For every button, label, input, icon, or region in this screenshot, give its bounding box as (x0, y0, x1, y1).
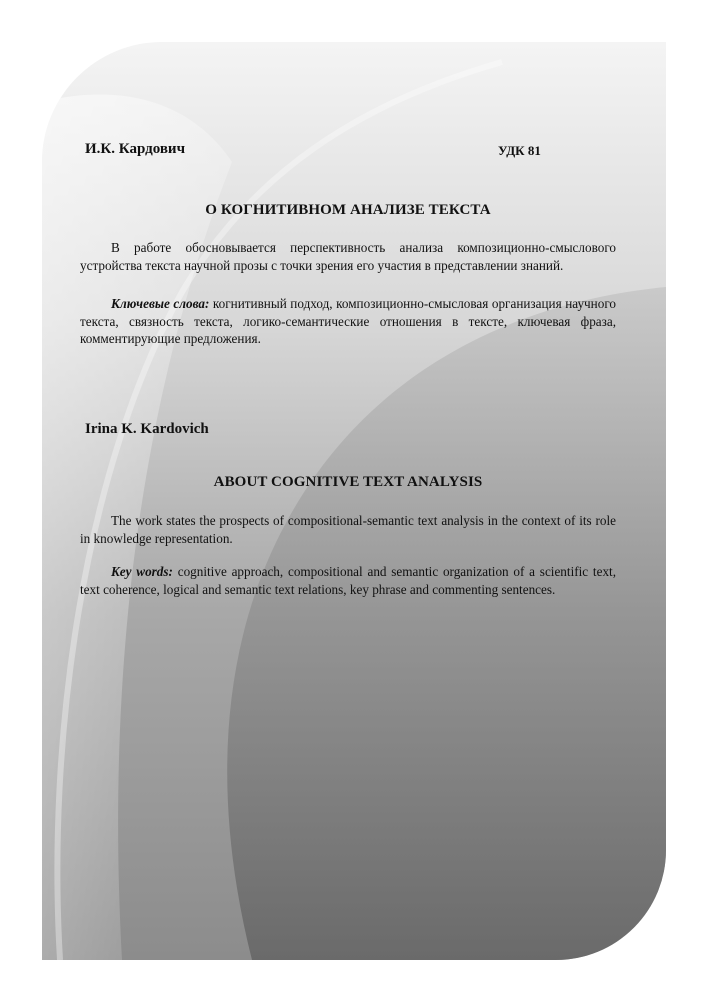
udc-code: УДК 81 (498, 143, 541, 158)
title-en: ABOUT COGNITIVE TEXT ANALYSIS (213, 474, 483, 490)
abstract-ru: В работе обосновывается перспективность анализа композиционно-смыслового устройства текста научной прозы с точки зрения его участия в представлении знаний. (80, 240, 616, 273)
keywords-text-ru: когнитивный подход, композиционно-смысловая организация научного текста, связность текста, логико-семантические отношения в тексте, ключевая фраза, комментирующие предложения. (80, 296, 616, 346)
keywords-label-en: Key words: (111, 564, 173, 579)
title-ru: О КОГНИТИВНОМ АНАЛИЗЕ ТЕКСТА (205, 202, 491, 218)
keywords-ru (80, 295, 616, 348)
abstract-en: The work states the prospects of compositional-semantic text analysis in the context of its role in knowledge representation. (80, 513, 616, 546)
keywords-en (80, 563, 616, 598)
keywords-label-ru: Ключевые слова: (111, 296, 210, 311)
author-ru: И.К. Кардович (85, 141, 186, 157)
author-en: Irina K. Kardovich (85, 421, 209, 437)
keywords-text-en: cognitive approach, compositional and semantic organization of a scientific text, text coherence, logical and semantic text relations, key phrase and commenting sentences. (80, 564, 616, 597)
